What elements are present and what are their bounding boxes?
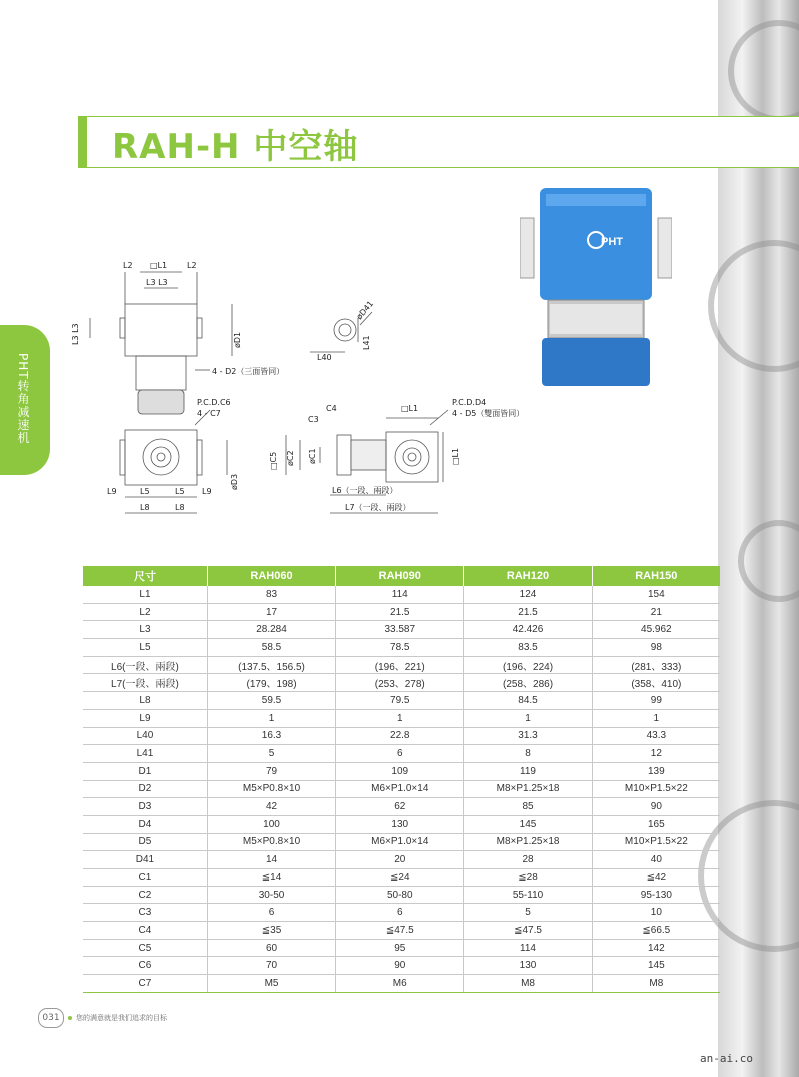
value-cell: 31.3 bbox=[464, 727, 592, 745]
value-cell: (258、286) bbox=[464, 674, 592, 692]
dim-c2: øC2 bbox=[286, 450, 295, 466]
value-cell: 95 bbox=[336, 939, 464, 957]
dim-l1-top: □L1 bbox=[150, 261, 168, 270]
dim-l6: L6（一段、兩段） bbox=[332, 486, 398, 495]
dim-d1: øD1 bbox=[233, 331, 242, 348]
table-row bbox=[83, 780, 720, 798]
value-cell: 28.284 bbox=[207, 621, 335, 639]
table-row bbox=[83, 674, 720, 692]
value-cell: M10×P1.5×22 bbox=[592, 833, 720, 851]
value-cell: 21 bbox=[592, 603, 720, 621]
value-cell: 79.5 bbox=[336, 692, 464, 710]
dim-d3: øD3 bbox=[230, 473, 239, 490]
dim-l41: L41 bbox=[362, 335, 371, 350]
row-label-cell: L5 bbox=[83, 639, 207, 657]
row-label-cell: C4 bbox=[83, 922, 207, 940]
dim-l5-left: L5 bbox=[140, 487, 150, 496]
table-row bbox=[83, 727, 720, 745]
value-cell: 85 bbox=[464, 798, 592, 816]
value-cell: 5 bbox=[207, 745, 335, 763]
top-view-body bbox=[125, 304, 197, 356]
footer-slogan: 您的满意就是我们追求的目标 bbox=[76, 1014, 167, 1022]
value-cell: 1 bbox=[207, 709, 335, 727]
value-cell: 16.3 bbox=[207, 727, 335, 745]
table-row bbox=[83, 851, 720, 869]
dim-l1-front: □L1 bbox=[401, 404, 419, 413]
row-label-cell: L2 bbox=[83, 603, 207, 621]
table-row bbox=[83, 939, 720, 957]
row-label-cell: C2 bbox=[83, 886, 207, 904]
watermark: an-ai.co bbox=[700, 1052, 753, 1065]
row-label-cell: C3 bbox=[83, 904, 207, 922]
value-cell: (179、198) bbox=[207, 674, 335, 692]
dim-l40: L40 bbox=[317, 353, 332, 362]
spec-table-header bbox=[83, 566, 720, 586]
value-cell: 130 bbox=[464, 957, 592, 975]
value-cell: 21.5 bbox=[336, 603, 464, 621]
value-cell: M5×P0.8×10 bbox=[207, 833, 335, 851]
note-pcd-c6: P.C.D.C6 bbox=[197, 398, 231, 407]
value-cell: 145 bbox=[464, 815, 592, 833]
spec-table bbox=[83, 566, 720, 993]
value-cell: ≦28 bbox=[464, 869, 592, 887]
value-cell: 142 bbox=[592, 939, 720, 957]
value-cell: 95-130 bbox=[592, 886, 720, 904]
side-view-flange bbox=[337, 435, 351, 475]
row-label-cell: L8 bbox=[83, 692, 207, 710]
value-cell: 139 bbox=[592, 762, 720, 780]
value-cell: 90 bbox=[336, 957, 464, 975]
value-cell: 114 bbox=[464, 939, 592, 957]
value-cell: (358、410) bbox=[592, 674, 720, 692]
value-cell: 99 bbox=[592, 692, 720, 710]
value-cell: 154 bbox=[592, 586, 720, 603]
value-cell: 42.426 bbox=[464, 621, 592, 639]
value-cell: 114 bbox=[336, 586, 464, 603]
value-cell: ≦66.5 bbox=[592, 922, 720, 940]
value-cell: 28 bbox=[464, 851, 592, 869]
row-label-cell: L9 bbox=[83, 709, 207, 727]
table-row bbox=[83, 957, 720, 975]
value-cell: 42 bbox=[207, 798, 335, 816]
value-cell: 145 bbox=[592, 957, 720, 975]
note-d2: 4 - D2（三面皆同） bbox=[212, 367, 285, 376]
value-cell: 124 bbox=[464, 586, 592, 603]
value-cell: 1 bbox=[464, 709, 592, 727]
page-title: RAH-H 中空轴 bbox=[112, 127, 359, 167]
value-cell: 79 bbox=[207, 762, 335, 780]
table-row bbox=[83, 692, 720, 710]
row-label-cell: D3 bbox=[83, 798, 207, 816]
table-row bbox=[83, 586, 720, 603]
dim-l5-right: L5 bbox=[175, 487, 185, 496]
page-number: 031 bbox=[38, 1008, 64, 1028]
value-cell: (196、224) bbox=[464, 656, 592, 674]
value-cell: 8 bbox=[464, 745, 592, 763]
table-row bbox=[83, 869, 720, 887]
value-cell: 33.587 bbox=[336, 621, 464, 639]
dim-c4: C4 bbox=[326, 404, 337, 413]
dim-l9-left: L9 bbox=[107, 487, 117, 496]
row-label-cell: C7 bbox=[83, 975, 207, 993]
value-cell: 59.5 bbox=[207, 692, 335, 710]
value-cell: 130 bbox=[336, 815, 464, 833]
value-cell: M8×P1.25×18 bbox=[464, 833, 592, 851]
dim-l8-right: L8 bbox=[175, 503, 185, 512]
dim-c5: □C5 bbox=[269, 451, 278, 470]
dim-l7: L7（一段、兩段） bbox=[345, 503, 411, 512]
table-row bbox=[83, 709, 720, 727]
table-row bbox=[83, 621, 720, 639]
value-cell: M8 bbox=[592, 975, 720, 993]
value-cell: 83 bbox=[207, 586, 335, 603]
value-cell: 78.5 bbox=[336, 639, 464, 657]
value-cell: ≦35 bbox=[207, 922, 335, 940]
row-label-cell: L6(一段、兩段) bbox=[83, 656, 207, 674]
table-row bbox=[83, 904, 720, 922]
dim-l8-left: L8 bbox=[140, 503, 150, 512]
table-row bbox=[83, 815, 720, 833]
value-cell: 1 bbox=[592, 709, 720, 727]
front-view-body bbox=[125, 430, 197, 485]
row-label-cell: C5 bbox=[83, 939, 207, 957]
side-view-body bbox=[386, 432, 438, 482]
value-cell: 43.3 bbox=[592, 727, 720, 745]
note-c7: 4 - C7 bbox=[197, 409, 221, 418]
dim-c3: C3 bbox=[308, 415, 319, 424]
row-label-cell: L1 bbox=[83, 586, 207, 603]
value-cell: (196、221) bbox=[336, 656, 464, 674]
value-cell: 10 bbox=[592, 904, 720, 922]
value-cell: 60 bbox=[207, 939, 335, 957]
value-cell: 14 bbox=[207, 851, 335, 869]
table-row bbox=[83, 745, 720, 763]
value-cell: 30-50 bbox=[207, 886, 335, 904]
value-cell: 20 bbox=[336, 851, 464, 869]
row-label-cell: L3 bbox=[83, 621, 207, 639]
dim-d41: øD41 bbox=[354, 299, 376, 322]
row-label-cell: D1 bbox=[83, 762, 207, 780]
table-row bbox=[83, 762, 720, 780]
footer bbox=[38, 1008, 167, 1028]
value-cell: 58.5 bbox=[207, 639, 335, 657]
value-cell: 70 bbox=[207, 957, 335, 975]
value-cell: 165 bbox=[592, 815, 720, 833]
dim-l2-left: L2 bbox=[123, 261, 133, 270]
value-cell: ≦47.5 bbox=[336, 922, 464, 940]
value-cell: 50-80 bbox=[336, 886, 464, 904]
value-cell: M6×P1.0×14 bbox=[336, 780, 464, 798]
value-cell: M10×P1.5×22 bbox=[592, 780, 720, 798]
col-header-rah090: RAH090 bbox=[336, 566, 464, 586]
dim-l3-pair: L3 L3 bbox=[146, 278, 168, 287]
table-row bbox=[83, 886, 720, 904]
value-cell: ≦24 bbox=[336, 869, 464, 887]
row-label-cell: D41 bbox=[83, 851, 207, 869]
footer-dot bbox=[68, 1016, 72, 1020]
value-cell: (137.5、156.5) bbox=[207, 656, 335, 674]
value-cell: 5 bbox=[464, 904, 592, 922]
technical-drawing bbox=[0, 0, 799, 530]
row-label-cell: L41 bbox=[83, 745, 207, 763]
value-cell: 1 bbox=[336, 709, 464, 727]
row-label-cell: C1 bbox=[83, 869, 207, 887]
value-cell: 98 bbox=[592, 639, 720, 657]
table-row bbox=[83, 656, 720, 674]
dim-l2-right: L2 bbox=[187, 261, 197, 270]
table-row bbox=[83, 975, 720, 993]
value-cell: M8 bbox=[464, 975, 592, 993]
table-row bbox=[83, 922, 720, 940]
row-label-cell: D5 bbox=[83, 833, 207, 851]
value-cell: M5 bbox=[207, 975, 335, 993]
col-header-rah150: RAH150 bbox=[592, 566, 720, 586]
row-label-cell: L7(一段、兩段) bbox=[83, 674, 207, 692]
row-label-cell: C6 bbox=[83, 957, 207, 975]
value-cell: 62 bbox=[336, 798, 464, 816]
value-cell: 6 bbox=[336, 904, 464, 922]
row-label-cell: D4 bbox=[83, 815, 207, 833]
dim-l1-side: □L1 bbox=[451, 447, 460, 465]
dim-l3-side: L3 L3 bbox=[71, 323, 80, 345]
value-cell: ≦42 bbox=[592, 869, 720, 887]
top-view-neck bbox=[136, 356, 186, 390]
row-label-cell: L40 bbox=[83, 727, 207, 745]
value-cell: M6 bbox=[336, 975, 464, 993]
note-d5: 4 - D5（雙面皆同） bbox=[452, 409, 525, 418]
row-label-cell: D2 bbox=[83, 780, 207, 798]
col-header-size: 尺寸 bbox=[83, 566, 207, 586]
value-cell: 6 bbox=[336, 745, 464, 763]
value-cell: 21.5 bbox=[464, 603, 592, 621]
value-cell: (253、278) bbox=[336, 674, 464, 692]
value-cell: 17 bbox=[207, 603, 335, 621]
product-logo: PHT bbox=[601, 236, 623, 248]
value-cell: 109 bbox=[336, 762, 464, 780]
value-cell: ≦14 bbox=[207, 869, 335, 887]
table-row bbox=[83, 639, 720, 657]
hollow-shaft-ring bbox=[334, 319, 356, 341]
value-cell: 22.8 bbox=[336, 727, 464, 745]
note-pcd-d4: P.C.D.D4 bbox=[452, 398, 487, 407]
value-cell: 55-110 bbox=[464, 886, 592, 904]
side-tab-label: PHT转角减速机 bbox=[16, 353, 30, 445]
col-header-rah120: RAH120 bbox=[464, 566, 592, 586]
value-cell: M6×P1.0×14 bbox=[336, 833, 464, 851]
value-cell: M8×P1.25×18 bbox=[464, 780, 592, 798]
value-cell: 90 bbox=[592, 798, 720, 816]
value-cell: 84.5 bbox=[464, 692, 592, 710]
value-cell: ≦47.5 bbox=[464, 922, 592, 940]
table-row bbox=[83, 833, 720, 851]
value-cell: 12 bbox=[592, 745, 720, 763]
dim-c1: øC1 bbox=[308, 448, 317, 464]
value-cell: 40 bbox=[592, 851, 720, 869]
value-cell: 119 bbox=[464, 762, 592, 780]
value-cell: M5×P0.8×10 bbox=[207, 780, 335, 798]
value-cell: 45.962 bbox=[592, 621, 720, 639]
product-image bbox=[520, 188, 672, 388]
value-cell: 100 bbox=[207, 815, 335, 833]
value-cell: (281、333) bbox=[592, 656, 720, 674]
table-row bbox=[83, 603, 720, 621]
value-cell: 6 bbox=[207, 904, 335, 922]
col-header-rah060: RAH060 bbox=[207, 566, 335, 586]
value-cell: 83.5 bbox=[464, 639, 592, 657]
dim-l9-right: L9 bbox=[202, 487, 212, 496]
table-row bbox=[83, 798, 720, 816]
